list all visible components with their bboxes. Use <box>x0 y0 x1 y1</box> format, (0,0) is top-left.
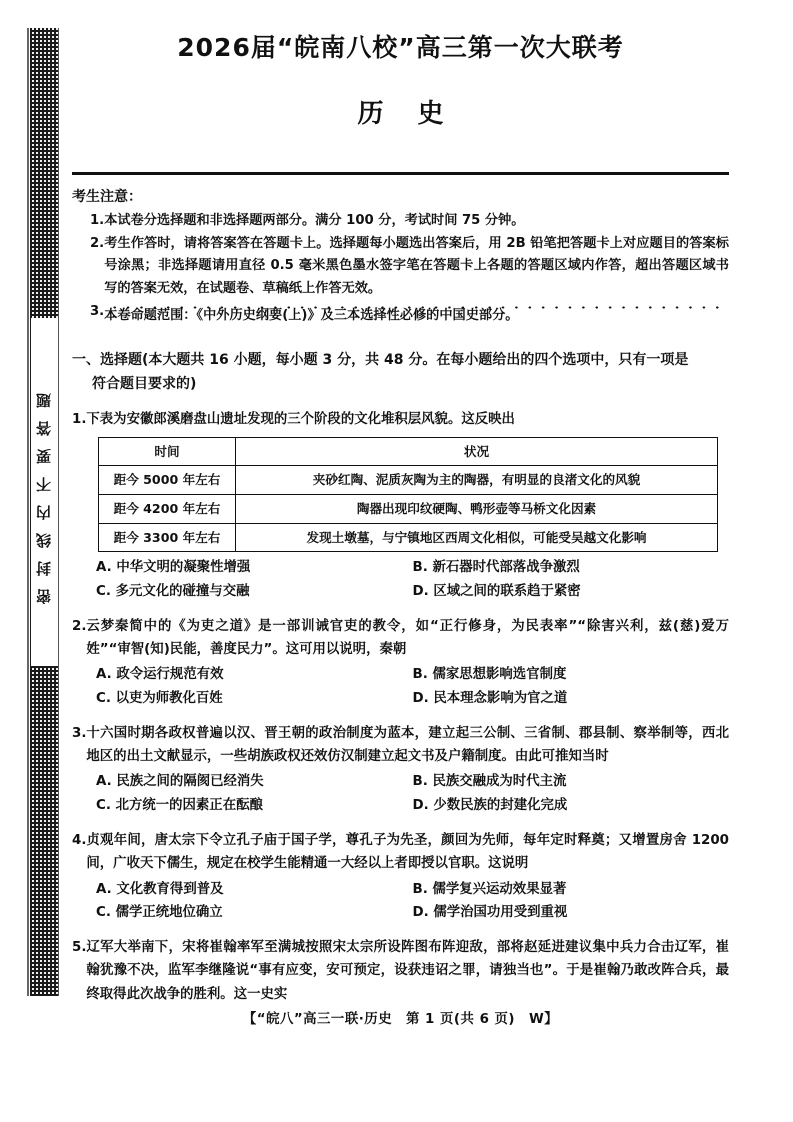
question-stem <box>72 829 729 875</box>
table-cell-status: 陶器出现印纹硬陶、鸭形壶等马桥文化因素 <box>236 495 718 524</box>
option-a[interactable]: A. 中华文明的凝聚性增强 <box>96 560 251 576</box>
table-row <box>99 466 718 495</box>
exam-page <box>72 0 729 1122</box>
option-row <box>96 556 729 580</box>
question-2 <box>72 615 729 711</box>
option-row <box>96 687 729 711</box>
question-3 <box>72 722 729 818</box>
question-1-options <box>96 556 729 604</box>
question-number: 5. <box>72 940 87 956</box>
option-row <box>96 580 729 604</box>
question-text: 辽军大举南下，宋将崔翰率军至满城按照宋太宗所设阵图布阵迎敌，部将赵延进建议集中兵力合击辽军，崔翰犹豫不决，监军李继隆说“事有应变，安可预定，设获违诏之罪，请独当也”。于是崔翰乃敢改阵合兵，最终取得此次战争的胜利。这一史实 <box>86 940 729 1002</box>
exam-title: 2026届“皖南八校”高三第一次大联考 <box>177 33 624 62</box>
option-d[interactable]: D. 区域之间的联系趋于紧密 <box>412 584 581 600</box>
question-stem <box>72 722 729 768</box>
question-2-options <box>96 663 729 711</box>
table-header-time: 时间 <box>99 437 236 466</box>
option-row <box>96 663 729 687</box>
section-heading-line1: 一、选择题(本大题共 16 小题，每小题 3 分，共 48 分。在每小题给出的四个选项中，只有一项是 <box>72 351 689 368</box>
notice-item <box>90 210 729 233</box>
section-heading <box>72 348 729 397</box>
question-text: 十六国时期各政权普遍以汉、晋王朝的政治制度为蓝本，建立起三公制、三省制、郡县制、察举制等，西北地区的出土文献显示，一些胡族政权还效仿汉制建立起文书及户籍制度。由此可推知当时 <box>86 726 729 765</box>
option-c[interactable]: C. 多元文化的碰撞与交融 <box>96 584 250 600</box>
notice-item-number: 1. <box>90 213 105 229</box>
table-header-row <box>99 437 718 466</box>
option-b[interactable]: B. 儒学复兴运动效果显著 <box>412 881 567 897</box>
page-footer: 【“皖八”高三一联·历史 第 1 页(共 6 页) W】 <box>242 1012 559 1027</box>
question-stem <box>72 408 729 431</box>
table-row <box>99 523 718 552</box>
option-b[interactable]: B. 民族交融成为时代主流 <box>412 774 567 790</box>
option-c[interactable]: C. 以吏为师教化百姓 <box>96 691 223 707</box>
table-row <box>99 495 718 524</box>
notice-item-number: 3. <box>90 303 105 319</box>
option-b[interactable]: B. 儒家思想影响选官制度 <box>412 667 567 683</box>
option-c[interactable]: C. 北方统一的因素正在酝酿 <box>96 798 263 814</box>
question-text: 贞观年间，唐太宗下令立孔子庙于国子学，尊孔子为先圣，颜回为先师，每年定时释奠；又增置房舍 1200 间，广收天下儒生，规定在校学生能精通一大经以上者即授以官职。这说明 <box>86 833 729 872</box>
seal-line-text-box <box>31 318 58 666</box>
table-cell-status: 夹砂红陶、泥质灰陶为主的陶器，有明显的良渚文化的风貌 <box>236 466 718 495</box>
evidence-table <box>98 437 718 553</box>
question-stem <box>72 936 729 1006</box>
question-3-options <box>96 770 729 818</box>
question-stem <box>72 615 729 661</box>
table-cell-time: 距今 4200 年左右 <box>99 495 236 524</box>
notice-item-text: 本卷命题范围：《中外历史纲要(上)》及三本选择性必修的中国史部分。 <box>104 301 729 328</box>
question-number: 1. <box>72 411 87 427</box>
option-a[interactable]: A. 政令运行规范有效 <box>96 667 224 683</box>
table-cell-time: 距今 3300 年左右 <box>99 523 236 552</box>
option-d[interactable]: D. 民本理念影响为官之道 <box>412 691 568 707</box>
option-d[interactable]: D. 少数民族的封建化完成 <box>412 798 568 814</box>
option-d[interactable]: D. 儒学治国功用受到重视 <box>412 905 568 921</box>
option-c[interactable]: C. 儒学正统地位确立 <box>96 905 223 921</box>
notice-item <box>90 301 729 328</box>
question-number: 3. <box>72 726 87 742</box>
notice-item-text: 考生作答时，请将答案答在答题卡上。选择题每小题选出答案后，用 2B 铅笔把答题卡上对应题目的答案标号涂黑；非选择题请用直径 0.5 毫米黑色墨水签字笔在答题卡上各题的答题区域内作答，超出答题区域书写的答案无效，在试题卷、草稿纸上作答无效。 <box>104 235 729 297</box>
option-a[interactable]: A. 文化教育得到普及 <box>96 881 224 897</box>
question-5 <box>72 936 729 1006</box>
option-row <box>96 878 729 902</box>
notice-item <box>90 233 729 301</box>
notice-title: 考生注意： <box>72 189 142 205</box>
table-header-status: 状况 <box>236 437 718 466</box>
seal-line-text: 密封线内不要答题 <box>35 380 53 604</box>
subject-title: 历史 <box>357 99 478 129</box>
table-cell-status: 发现土墩墓，与宁镇地区西周文化相似，可能受吴越文化影响 <box>236 523 718 552</box>
question-text: 云梦秦简中的《为吏之道》是一部训诫官吏的教令，如“正行修身，为民表率”“除害兴利，兹(慈)爱万姓”“审智(知)民能，善度民力”。这可用以说明，秦朝 <box>86 619 729 658</box>
question-number: 4. <box>72 833 87 849</box>
option-b[interactable]: B. 新石器时代部落战争激烈 <box>412 560 580 576</box>
section-heading-line2: 符合题目要求的) <box>92 376 197 393</box>
question-4-options <box>96 878 729 926</box>
question-text: 下表为安徽郎溪磨盘山遗址发现的三个阶段的文化堆积层风貌。这反映出 <box>86 411 515 427</box>
option-row <box>96 901 729 925</box>
question-1 <box>72 408 729 431</box>
table-cell-time: 距今 5000 年左右 <box>99 466 236 495</box>
question-number: 2. <box>72 619 87 634</box>
notice-item-number: 2. <box>90 235 105 251</box>
option-a[interactable]: A. 民族之间的隔阂已经消失 <box>96 774 264 790</box>
option-row <box>96 794 729 818</box>
header-divider <box>72 172 729 175</box>
option-row <box>96 770 729 794</box>
question-4 <box>72 829 729 925</box>
candidate-notice <box>72 185 729 328</box>
notice-item-text: 本试卷分选择题和非选择题两部分。满分 100 分，考试时间 75 分钟。 <box>104 213 525 229</box>
